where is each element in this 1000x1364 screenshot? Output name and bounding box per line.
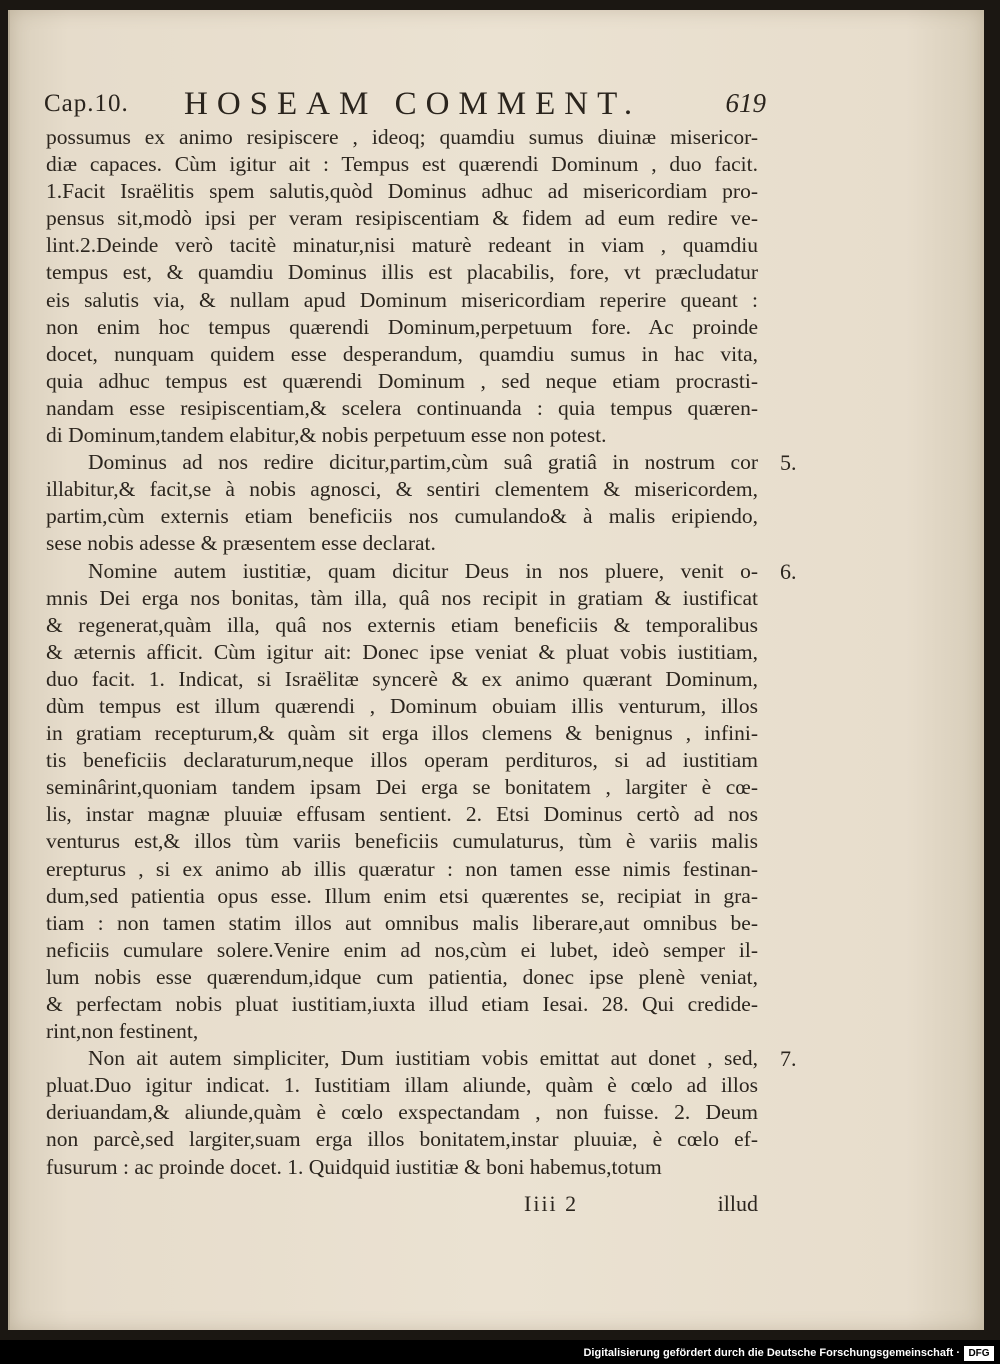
text-line: & æternis afficit. Cùm igitur ait: Donec ipse veniat & pluat vobis iustitiam, bbox=[46, 639, 758, 664]
text-line: tiam : non tamen statim illos aut omnibus malis liberare,aut omnibus be- bbox=[46, 910, 758, 935]
text-line: docet, nunquam quidem esse desperandum, quamdiu sumus in hac vita, bbox=[46, 341, 758, 366]
dfg-logo-icon: DFG bbox=[964, 1346, 994, 1361]
text-line: quia adhuc tempus est quærendi Dominum , sed neque etiam procrasti- bbox=[46, 368, 758, 393]
text-line: 1.Facit Israëlitis spem salutis,quòd Dominus adhuc ad misericordiam pro- bbox=[46, 179, 758, 204]
text-line: non parcè,sed largiter,suam erga illos bonitatem,instar pluuiæ, è cœlo ef- bbox=[46, 1127, 758, 1152]
text-line: illabitur,& facit,se à nobis agnosci, & sentiri clementem & misericordem, bbox=[46, 477, 758, 502]
text-line: Dominus ad nos redire dicitur,partim,cùm suâ gratiâ in nostrum cor bbox=[88, 450, 758, 475]
running-title: HOSEAM COMMENT. bbox=[184, 86, 642, 122]
text-line: deriuandam,& aliunde,quàm è cœlo exspectandam , non fuisse. 2. Deum bbox=[46, 1100, 758, 1125]
text-line: & regenerat,quàm illa, quâ nos externis etiam beneficiis & temporalibus bbox=[46, 612, 758, 637]
text-line: venturus est,& illos tùm variis beneficiis cumulaturus, tùm è variis malis bbox=[46, 829, 758, 854]
chapter-label: Cap.10. bbox=[44, 90, 129, 117]
text-line: lint.2.Deinde verò tacitè minatur,nisi maturè redeant in viam , quamdiu bbox=[46, 233, 758, 258]
body-text bbox=[46, 124, 758, 1181]
text-line: di Dominum,tandem elabitur,& nobis perpetuum esse non potest. bbox=[46, 423, 607, 448]
text-line: lis, instar magnæ pluuiæ effusam sentient. 2. Etsi Dominus certò ad nos bbox=[46, 802, 758, 827]
margin-number: 6. bbox=[780, 558, 797, 584]
text-line: non enim hoc tempus quærendi Dominum,perpetuum fore. Ac proinde bbox=[46, 314, 758, 339]
text-line: eis salutis via, & nullam apud Dominum misericordiam reperire queant : bbox=[46, 287, 758, 312]
page-number: 619 bbox=[725, 88, 766, 118]
text-line: & perfectam nobis pluat iustitiam,iuxta illud etiam Iesai. 28. Qui credide- bbox=[46, 992, 758, 1016]
text-line: in gratiam recepturum,& quàm sit erga illos clemens & benignus , infini- bbox=[46, 721, 758, 746]
text-line: dum,sed patientia opus esse. Illum enim etsi quærentes se, recipiat in gra- bbox=[46, 883, 758, 908]
text-line: neficiis cumulare solere.Venire enim ad nos,cùm ei lubet, ideò semper il- bbox=[46, 937, 758, 962]
text-line: seminârint,quoniam tandem ipsam Dei erga se bonitatem , largiter è cœ- bbox=[46, 775, 758, 800]
text-line: Nomine autem iustitiæ, quam dicitur Deus in nos pluere, venit o- bbox=[88, 558, 758, 583]
credit-bar bbox=[0, 1344, 1000, 1364]
page-footer bbox=[46, 1191, 758, 1219]
text-line: tempus est, & quamdiu Dominus illis est placabilis, fore, vt præcludatur bbox=[46, 260, 758, 285]
text-line: lum nobis esse quærendum,idque cum patientia, donec ipse plenè veniat, bbox=[46, 964, 758, 989]
text-line: erepturus , si ex animo ab illis quæratur : non tamen esse nimis festinan- bbox=[46, 856, 758, 881]
text-line: sese nobis adesse & præsentem esse declarat. bbox=[46, 531, 436, 556]
text-line: duo facit. 1. Indicat, si Israëlitæ syncerè & ex animo quærant Dominum, bbox=[46, 666, 758, 691]
text-line: mnis Dei erga nos bonitas, tàm illa, quâ nos recipit in gratiam & iustificat bbox=[46, 585, 758, 610]
text-line: pensus sit,modò ipsi per veram resipiscentiam & fidem ad eum redire ve- bbox=[46, 206, 758, 231]
text-line: partim,cùm externis etiam beneficiis nos cumulando& à malis eripiendo, bbox=[46, 504, 758, 529]
text-line: pluat.Duo igitur indicat. 1. Iustitiam illam aliunde, quàm è cœlo ad illos bbox=[46, 1073, 758, 1098]
running-header bbox=[44, 86, 766, 126]
margin-number: 5. bbox=[780, 450, 797, 476]
margin-number: 7. bbox=[780, 1046, 797, 1072]
text-line: rint,non festinent, bbox=[46, 1019, 199, 1044]
text-line: diæ capaces. Cùm igitur ait : Tempus est quærendi Dominum , duo facit. bbox=[46, 152, 758, 177]
credit-text: Digitalisierung gefördert durch die Deutsche Forschungsgemeinschaft · bbox=[583, 1347, 960, 1359]
signature-mark: Iiii 2 bbox=[524, 1191, 579, 1216]
text-line: Non ait autem simpliciter, Dum iustitiam vobis emittat aut donet , sed, bbox=[88, 1046, 758, 1071]
text-line: possumus ex animo resipiscere , ideoq; quamdiu sumus diuinæ misericor- bbox=[46, 125, 758, 149]
text-line: fusurum : ac proinde docet. 1. Quidquid iustitiæ & boni habemus,totum bbox=[46, 1154, 662, 1179]
catchword: illud bbox=[717, 1191, 758, 1216]
text-line: tis beneficiis declaraturum,neque illos operam perdituros, si ad iustitiam bbox=[46, 748, 758, 773]
text-line: dùm tempus est illum quærendi , Dominum obuiam illis venturum, illos bbox=[46, 693, 758, 718]
text-line: nandam esse resipiscentiam,& scelera continuanda : quia tempus quæren- bbox=[46, 395, 758, 420]
